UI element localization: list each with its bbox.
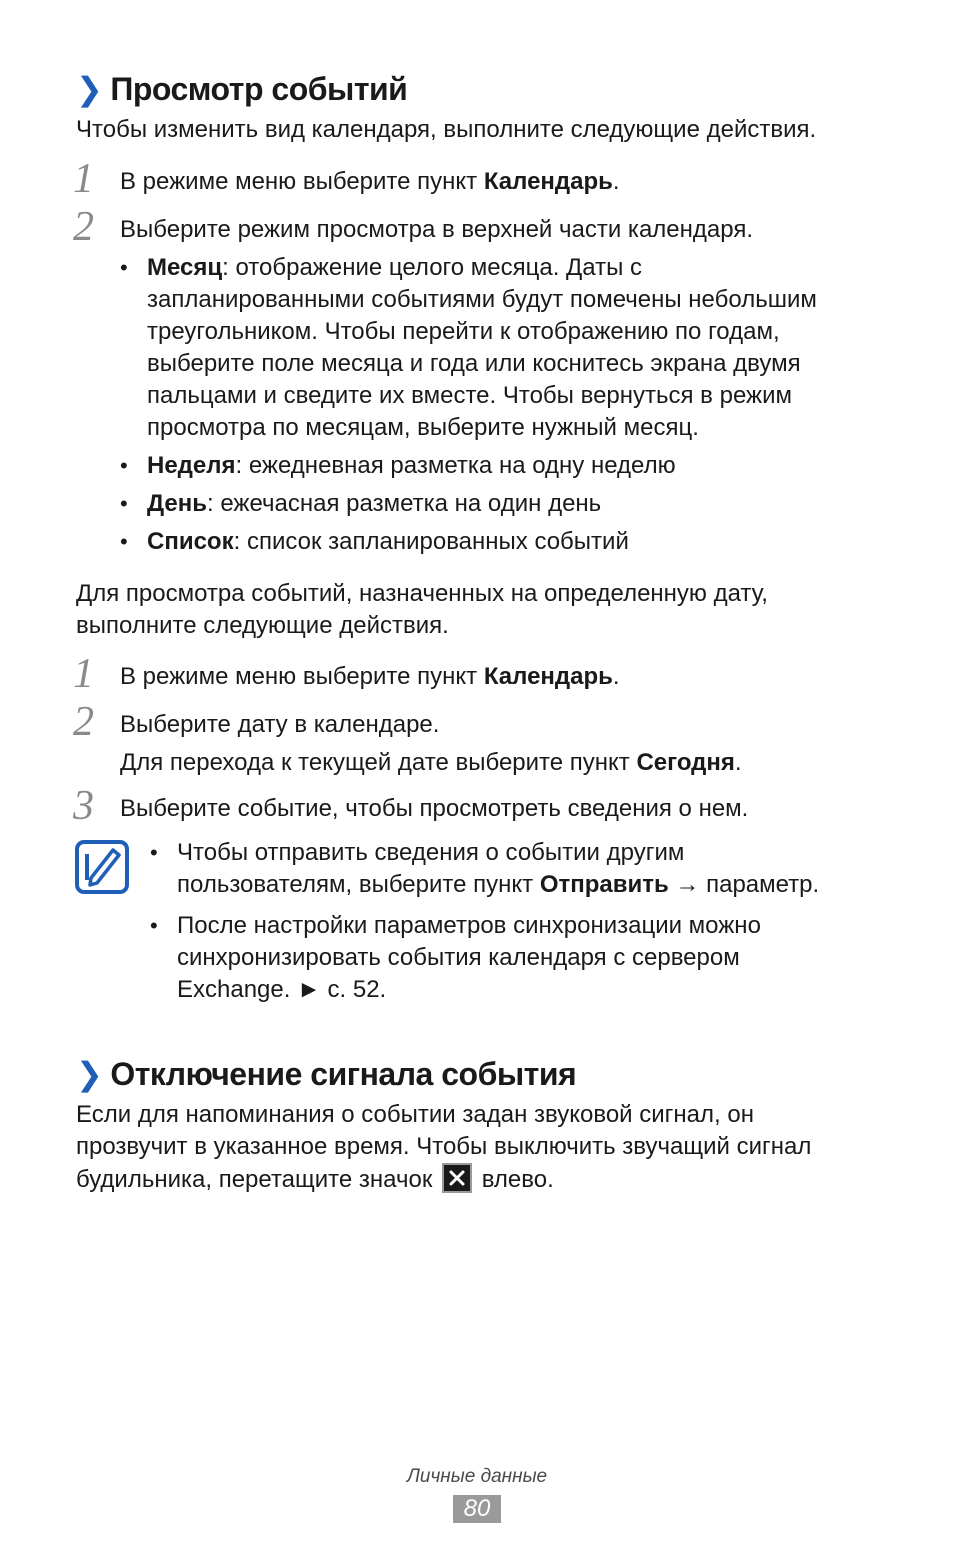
bullet-item-day: • День: ежечасная разметка на один день <box>120 490 602 517</box>
section-title-view-events: ❯ Просмотр событий <box>76 71 408 107</box>
step-number: 3 <box>73 783 94 829</box>
page-number: 80 <box>453 1495 501 1523</box>
close-x-icon <box>442 1163 472 1193</box>
paragraph: Если для напоминания о событии задан звуковой сигнал, он прозвучит в указанное время. Чтобы выключить звучащий сигнал будильника, перетащите значок влево. <box>76 1101 812 1193</box>
step-text: Выберите дату в календаре. Для перехода к текущей дате выберите пункт Сегодня. <box>120 711 742 776</box>
step-number: 1 <box>73 651 94 697</box>
chevron-right-icon: ❯ <box>76 71 103 107</box>
paragraph: Для просмотра событий, назначенных на определенную дату, выполните следующие действия. <box>76 580 768 639</box>
step-number: 1 <box>73 156 94 202</box>
bullet-item-month: • Месяц: отображение целого месяца. Даты с запланированными событиями будут помечены небольшим треугольником. Чтобы перейти к отображению по годам, выберите поле месяца и года или коснитесь экрана двумя пальцами и сведите их вместе. Чтобы вернуться в режим просмотра по месяцам, выберите нужный месяц. <box>120 254 817 441</box>
section-title-disable-alarm: ❯ Отключение сигнала события <box>76 1056 577 1092</box>
footer-section-label: Личные данные <box>406 1466 548 1487</box>
step-text: Выберите режим просмотра в верхней части календаря. <box>120 216 753 243</box>
note-pencil-icon <box>75 840 129 894</box>
chevron-right-icon: ❯ <box>76 1056 103 1092</box>
bullet-item-week: • Неделя: ежедневная разметка на одну неделю <box>120 452 676 479</box>
note-item: • После настройки параметров синхронизации можно синхронизировать события календаря с сервером Exchange. ► с. 52. <box>150 912 761 1003</box>
note-item: • Чтобы отправить сведения о событии другим пользователям, выберите пункт Отправить → параметр. <box>150 839 820 898</box>
step-text: В режиме меню выберите пункт Календарь. <box>120 663 620 690</box>
intro-text: Чтобы изменить вид календаря, выполните следующие действия. <box>76 116 817 143</box>
bullet-item-list: • Список: список запланированных событий <box>120 528 629 555</box>
step-number: 2 <box>73 204 94 250</box>
step-text: В режиме меню выберите пункт Календарь. <box>120 168 620 195</box>
step-number: 2 <box>73 699 94 745</box>
step-text: Выберите событие, чтобы просмотреть сведения о нем. <box>120 795 749 822</box>
